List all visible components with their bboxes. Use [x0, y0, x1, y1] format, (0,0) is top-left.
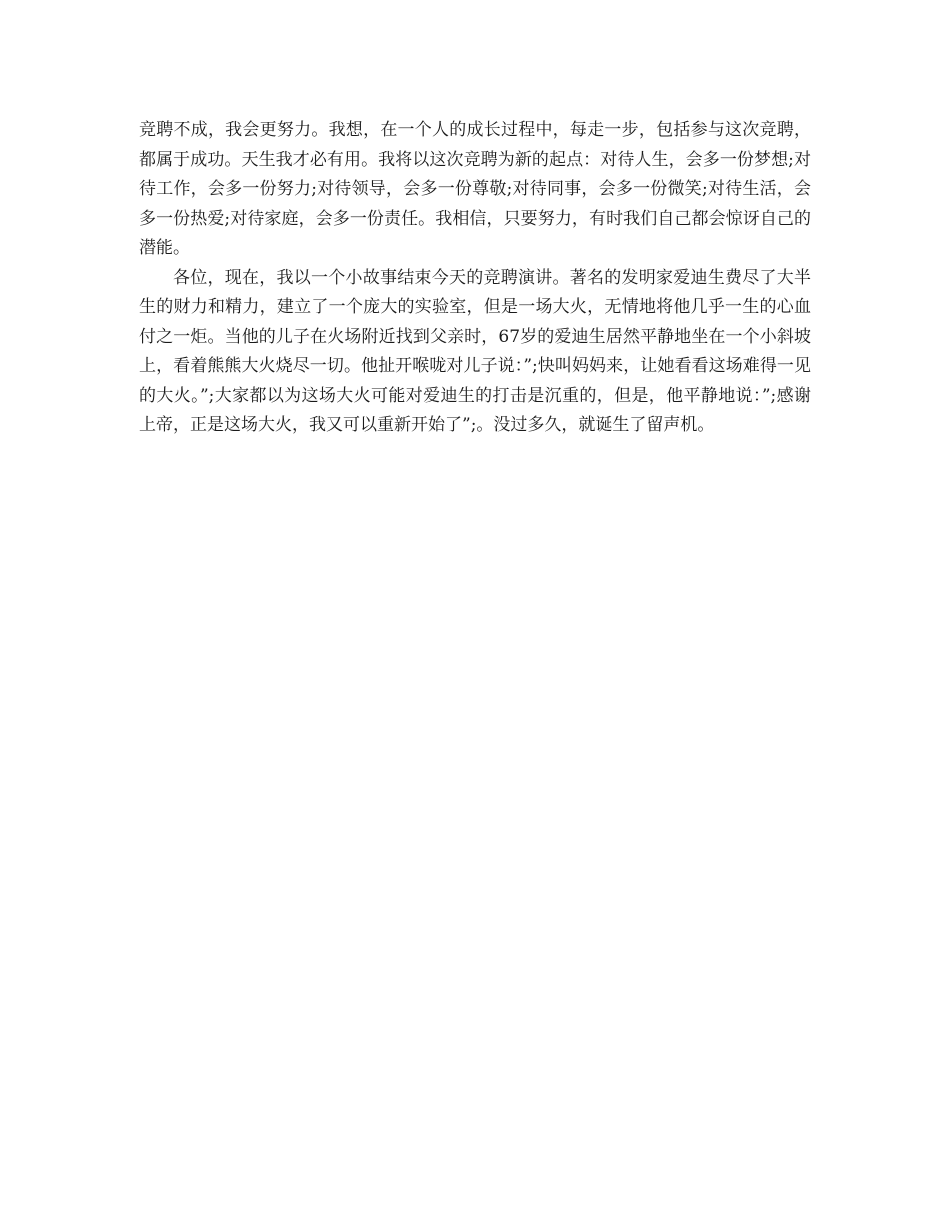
- document-body: [139, 116, 811, 441]
- paragraph-continuation: 竞聘不成，我会更努力。我想，在一个人的成长过程中，每走一步，包括参与这次竞聘，都属于成功。天生我才必有用。我将以这次竞聘为新的起点：对待人生，会多一份梦想;对待工作，会多一份努力;对待领导，会多一份尊敬;对待同事，会多一份微笑;对待生活，会多一份热爱;对待家庭，会多一份责任。我相信，只要努力，有时我们自己都会惊讶自己的潜能。: [139, 120, 811, 258]
- paragraph-edison-story: 各位，现在，我以一个小故事结束今天的竞聘演讲。著名的发明家爱迪生费尽了大半生的财力和精力，建立了一个庞大的实验室，但是一场大火，无情地将他几乎一生的心血付之一炬。当他的儿子在火场附近找到父亲时，67岁的爱迪生居然平静地坐在一个小斜坡上，看着熊熊大火烧尽一切。他扯开喉咙对儿子说：”;快叫妈妈来，让她看看这场难得一见的大火。”;大家都以为这场大火可能对爱迪生的打击是沉重的，但是，他平静地说：”;感谢上帝，正是这场大火，我又可以重新开始了”;。没过多久，就诞生了留声机。: [139, 267, 811, 435]
